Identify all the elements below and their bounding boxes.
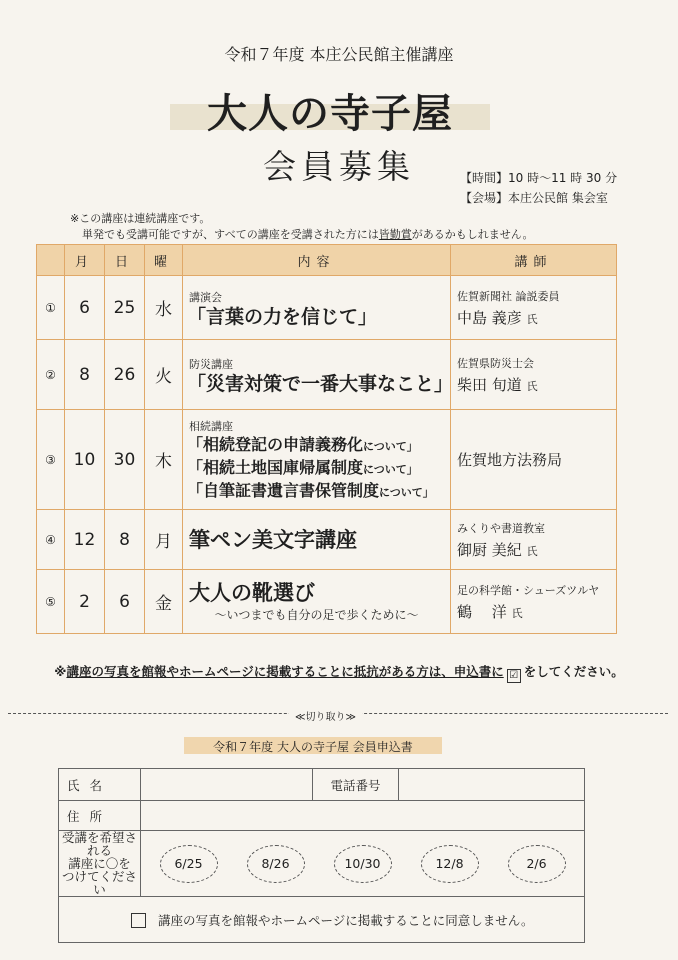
course-title	[187, 480, 450, 503]
row-day: 6	[105, 570, 145, 634]
venue-info: 【会場】本庄公民館 集会室	[460, 191, 608, 205]
instructor-name	[457, 539, 616, 560]
course-category: 防災講座	[189, 357, 233, 371]
application-form	[58, 768, 585, 943]
col-content: 内容	[183, 245, 451, 276]
address-label: 住所	[59, 801, 141, 831]
time-venue-info	[460, 168, 617, 208]
pick-label-line: 受講を希望される	[61, 830, 137, 858]
header-subtitle: 令和７年度 本庄公民館主催講座	[224, 45, 454, 64]
row-number: ②	[37, 340, 65, 410]
recruit-heading: 会員募集	[263, 147, 415, 186]
course-title-suffix: について」	[363, 463, 418, 476]
course-title	[187, 457, 450, 480]
course-title-suffix: について」	[379, 486, 434, 499]
row-weekday: 水	[145, 276, 183, 340]
row-month: 2	[65, 570, 105, 634]
col-no	[37, 245, 65, 276]
course-title-text: 「自筆証書遺言書保管制度	[187, 481, 380, 500]
row-number: ⑤	[37, 570, 65, 634]
name-field[interactable]	[141, 769, 313, 801]
pick-label-line: 講座に〇を	[68, 856, 131, 871]
name-label: 氏名	[59, 769, 141, 801]
date-options	[141, 845, 584, 883]
date-option-8-26[interactable]: 8/26	[247, 845, 305, 883]
pick-label-line: つけてください	[61, 869, 137, 897]
row-day: 25	[105, 276, 145, 340]
course-pick-cell	[141, 831, 585, 897]
course-category: 講演会	[189, 290, 222, 304]
row-instructor	[451, 510, 617, 570]
col-day: 日	[105, 245, 145, 276]
instructor-affiliation: みくりや書道教室	[457, 521, 545, 535]
table-row	[37, 410, 617, 510]
no-consent-text: 講座の写真を館報やホームページに掲載することに同意しません。	[158, 912, 534, 928]
phone-field[interactable]	[399, 769, 585, 801]
address-field[interactable]	[141, 801, 585, 831]
instructor-affiliation: 佐賀新聞社 論説委員	[457, 289, 560, 303]
row-number: ④	[37, 510, 65, 570]
schedule-table	[36, 244, 617, 634]
attendance-note-text: 単発でも受講可能ですが、すべての講座を受講された方には	[82, 228, 379, 241]
no-consent-checkbox[interactable]	[131, 913, 146, 928]
row-content	[183, 410, 451, 510]
row-instructor	[451, 410, 617, 510]
form-title: 令和７年度 大人の寺子屋 会員申込書	[213, 740, 413, 754]
attendance-award: 皆勤賞	[378, 228, 412, 241]
cut-label: ≪切り取り≫	[289, 708, 362, 723]
row-month: 12	[65, 510, 105, 570]
course-title: 筆ペン美文字講座	[189, 527, 357, 552]
row-content	[183, 510, 451, 570]
table-row	[37, 276, 617, 340]
course-title-suffix: について」	[363, 440, 418, 453]
instructor-name-text: 柴田 旬道	[457, 375, 522, 394]
time-info: 【時間】10 時〜11 時 30 分	[460, 171, 618, 185]
row-month: 6	[65, 276, 105, 340]
row-number: ③	[37, 410, 65, 510]
table-row	[37, 340, 617, 410]
instructor-name	[457, 374, 616, 395]
schedule-header-row	[37, 245, 617, 276]
row-weekday: 火	[145, 340, 183, 410]
honorific: 氏	[526, 544, 538, 558]
attendance-note-tail: があるかもしれません。	[411, 228, 534, 241]
row-content	[183, 276, 451, 340]
series-note: ※この講座は連続講座です。	[70, 212, 211, 225]
instructor-affiliation: 足の科学館・シューズツルヤ	[457, 583, 600, 597]
course-title: 「言葉の力を信じて」	[187, 305, 378, 328]
honorific: 氏	[526, 312, 538, 326]
instructor-name-text: 御厨 美紀	[457, 540, 522, 559]
page-title: 大人の寺子屋	[207, 91, 453, 137]
date-option-2-6[interactable]: 2/6	[508, 845, 566, 883]
row-content	[183, 570, 451, 634]
row-instructor	[451, 276, 617, 340]
instructor-name-text: 鶴 洋	[457, 602, 507, 621]
phone-label: 電話番号	[313, 769, 399, 801]
instructor-name	[457, 601, 616, 622]
course-pick-label	[59, 831, 141, 897]
col-instructor: 講師	[451, 245, 617, 276]
course-title-text: 「相続土地国庫帰属制度	[187, 458, 364, 477]
col-month: 月	[65, 245, 105, 276]
row-instructor	[451, 340, 617, 410]
consent-note-mark: ※	[54, 664, 67, 679]
instructor-name-text: 中島 義彦	[457, 308, 522, 327]
instructor-name	[457, 307, 616, 328]
honorific: 氏	[526, 379, 538, 393]
title-block	[160, 82, 500, 137]
course-subtitle: 〜いつまでも自分の足で歩くために〜	[214, 607, 419, 622]
photo-consent-note	[0, 662, 678, 683]
table-row	[37, 570, 617, 634]
col-weekday: 曜	[145, 245, 183, 276]
row-weekday: 月	[145, 510, 183, 570]
no-consent-row	[59, 897, 585, 943]
row-month: 8	[65, 340, 105, 410]
instructor-organization: 佐賀地方法務局	[457, 451, 563, 469]
row-day: 8	[105, 510, 145, 570]
row-month: 10	[65, 410, 105, 510]
consent-note-tail: をしてください。	[523, 664, 624, 679]
course-category: 相続講座	[189, 420, 233, 433]
checked-box-icon: ☑	[507, 669, 521, 683]
course-title: 「災害対策で一番大事なこと」	[187, 372, 454, 395]
course-title-text: 「相続登記の申請義務化	[187, 435, 364, 454]
row-number: ①	[37, 276, 65, 340]
date-option-6-25[interactable]: 6/25	[160, 845, 218, 883]
honorific: 氏	[511, 606, 523, 620]
course-title: 大人の靴選び	[189, 580, 315, 605]
row-weekday: 金	[145, 570, 183, 634]
row-weekday: 木	[145, 410, 183, 510]
date-option-10-30[interactable]: 10/30	[334, 845, 392, 883]
date-option-12-8[interactable]: 12/8	[421, 845, 479, 883]
table-row	[37, 510, 617, 570]
instructor-affiliation: 佐賀県防災士会	[457, 356, 534, 370]
row-day: 30	[105, 410, 145, 510]
row-instructor	[451, 570, 617, 634]
row-content	[183, 340, 454, 410]
consent-note-text: 講座の写真を館報やホームページに掲載することに抵抗がある方は、申込書に	[66, 664, 504, 679]
course-title	[187, 434, 450, 457]
row-day: 26	[105, 340, 145, 410]
attendance-note	[82, 226, 533, 242]
